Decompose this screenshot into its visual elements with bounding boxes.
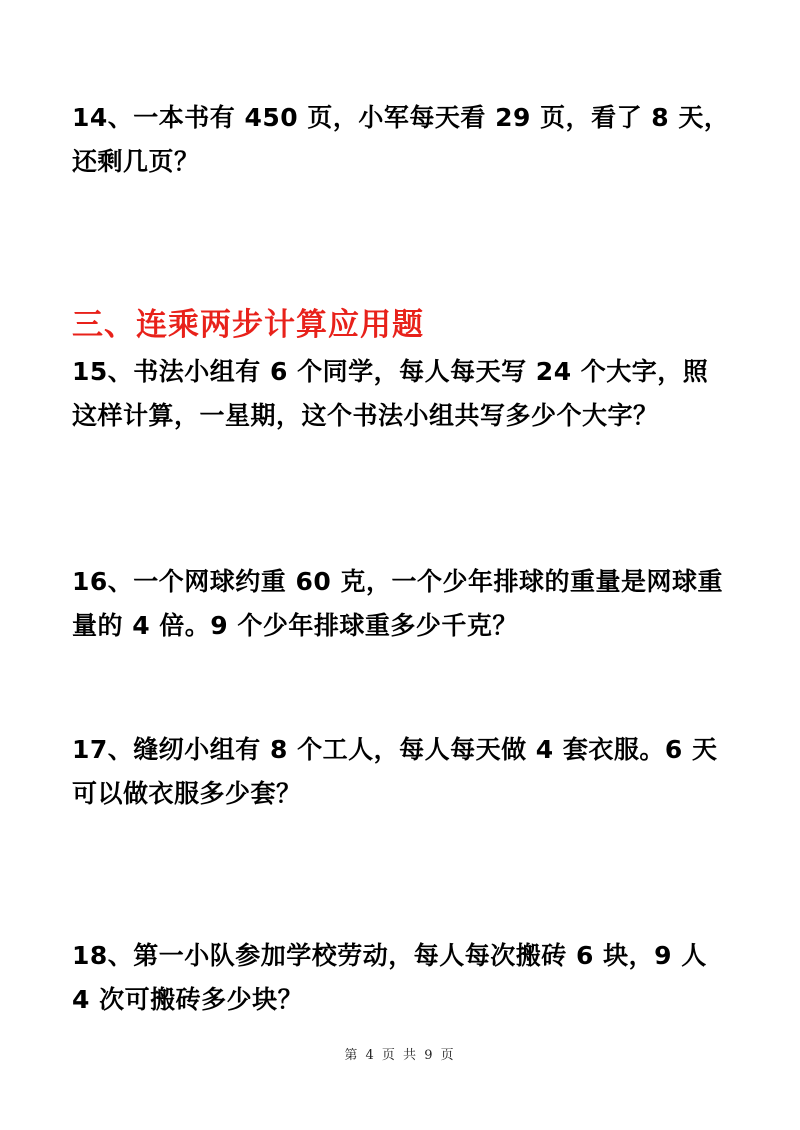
page-footer: 第 4 页 共 9 页 [344,1048,456,1063]
section-heading: 三、连乘两步计算应用题 [72,307,424,343]
problem-18: 18、第一小队参加学校劳动，每人每次搬砖 6 块，9 人 4 次可搬砖多少块？ [72,941,707,1014]
problem-15: 15、书法小组有 6 个同学，每人每天写 24 个大字，照这样计算，一星期，这个书法小组共写多少个大字？ [72,357,709,430]
problem-14: 14、一本书有 450 页，小军每天看 29 页，看了 8 天，还剩几页？ [72,103,730,176]
problem-16: 16、一个网球约重 60 克，一个少年排球的重量是网球重量的 4 倍。9 个少年排球重多少千克？ [72,567,723,640]
problem-17: 17、缝纫小组有 8 个工人，每人每天做 4 套衣服。6 天可以做衣服多少套？ [72,735,718,808]
